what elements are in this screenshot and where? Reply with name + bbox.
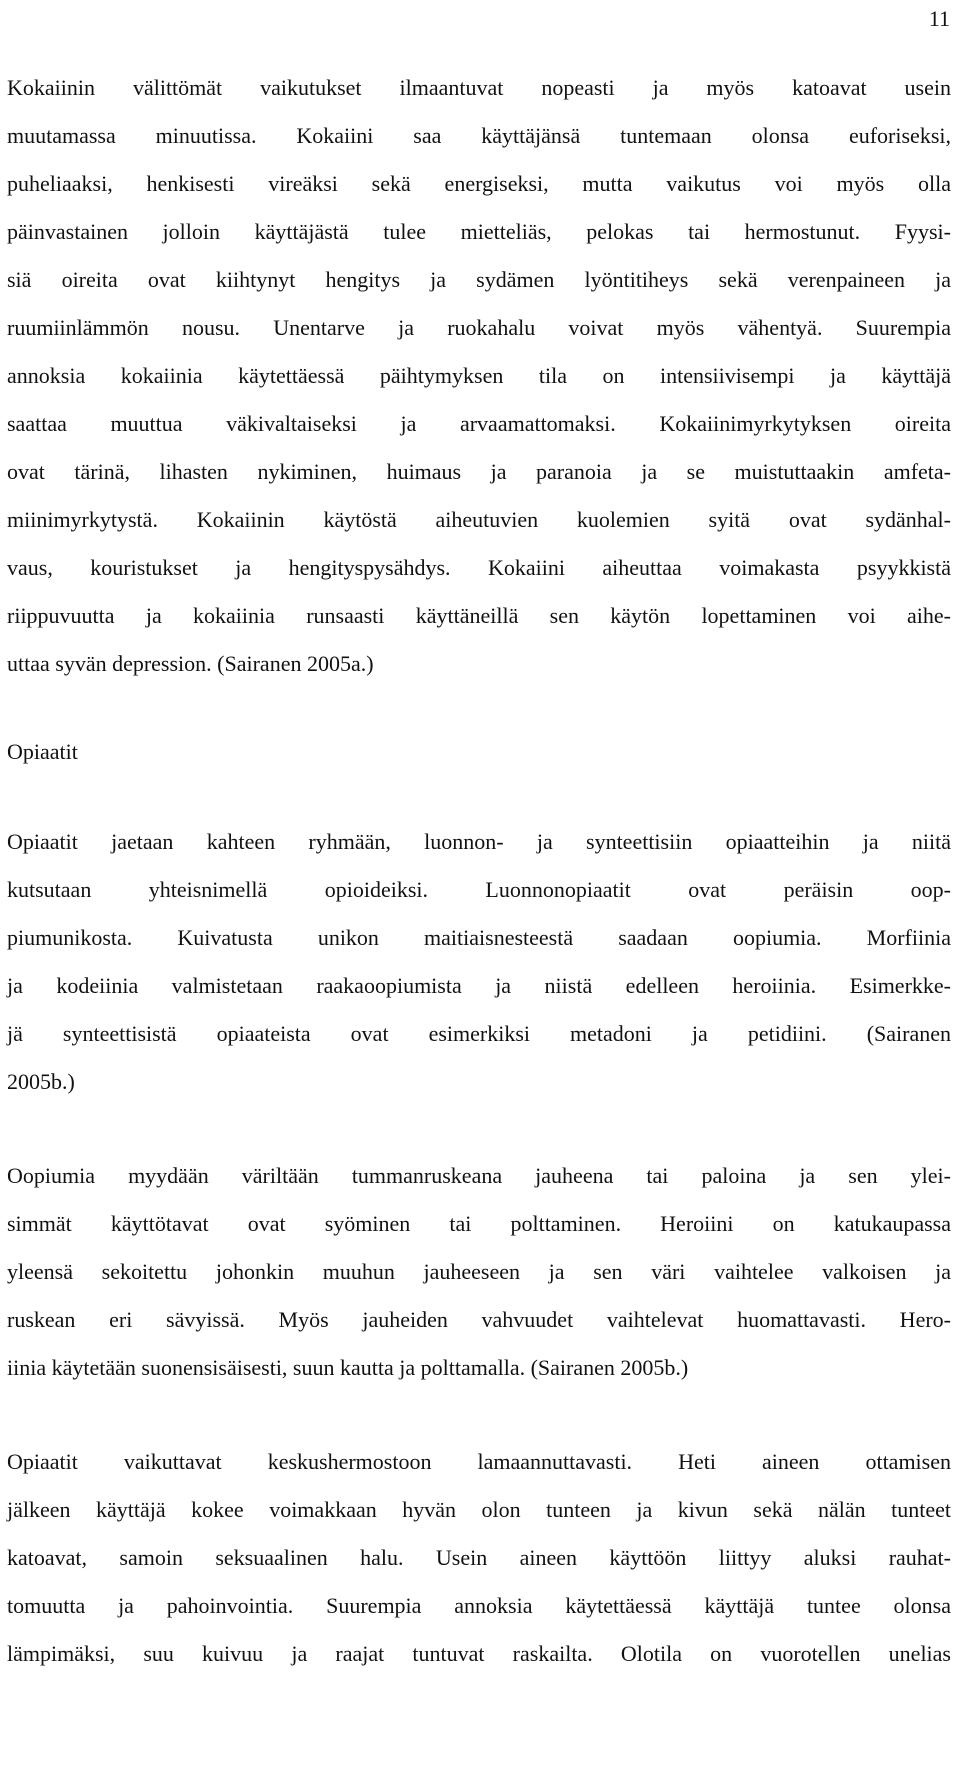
page-number: 11 — [928, 6, 950, 31]
text-line: tomuutta ja pahoinvointia. Suurempia annoksia käytettäessä käyttäjä tuntee olonsa — [7, 1593, 951, 1618]
paragraph-opiate-effects — [7, 1438, 951, 1678]
text-line: Kokaiinin välittömät vaikutukset ilmaantuvat nopeasti ja myös katoavat usein — [7, 75, 951, 100]
text-line: simmät käyttötavat ovat syöminen tai polttaminen. Heroiini on katukaupassa — [7, 1211, 951, 1236]
text-line: lämpimäksi, suu kuivuu ja raajat tuntuvat raskailta. Olotila on vuorotellen unelias — [7, 1641, 951, 1666]
text-line: yleensä sekoitettu johonkin muuhun jauheeseen ja sen väri vaihtelee valkoisen ja — [7, 1259, 951, 1284]
text-line: siä oireita ovat kiihtynyt hengitys ja sydämen lyöntitiheys sekä verenpaineen ja — [7, 267, 951, 292]
text-line: jälkeen käyttäjä kokee voimakkaan hyvän olon tunteen ja kivun sekä nälän tunteet — [7, 1497, 951, 1522]
section-heading: Opiaatit — [7, 739, 78, 764]
text-line: vaus, kouristukset ja hengityspysähdys. Kokaiini aiheuttaa voimakasta psyykkistä — [7, 555, 951, 580]
text-line: katoavat, samoin seksuaalinen halu. Usein aineen käyttöön liittyy aluksi rauhat- — [7, 1545, 951, 1570]
text-line: päinvastainen jolloin käyttäjästä tulee mietteliäs, pelokas tai hermostunut. Fyysi- — [7, 219, 951, 244]
text-line: annoksia kokaiinia käytettäessä päihtymyksen tila on intensiivisempi ja käyttäjä — [7, 363, 951, 388]
text-line: puheliaaksi, henkisesti vireäksi sekä energiseksi, mutta vaikutus voi myös olla — [7, 171, 951, 196]
text-line: iinia käytetään suonensisäisesti, suun kautta ja polttamalla. (Sairanen 2005b.) — [7, 1355, 689, 1380]
document-body — [7, 64, 951, 1724]
text-line: Oopiumia myydään väriltään tummanruskeana jauheena tai paloina ja sen ylei- — [7, 1163, 951, 1188]
text-line: miinimyrkytystä. Kokaiinin käytöstä aiheutuvien kuolemien syitä ovat sydänhal- — [7, 507, 951, 532]
text-line: ruumiinlämmön nousu. Unentarve ja ruokahalu voivat myös vähentyä. Suurempia — [7, 315, 951, 340]
text-line: Opiaatit vaikuttavat keskushermostoon lamaannuttavasti. Heti aineen ottamisen — [7, 1449, 951, 1474]
text-line: Opiaatit jaetaan kahteen ryhmään, luonnon- ja synteettisiin opiaatteihin ja niitä — [7, 829, 951, 854]
text-line: ovat tärinä, lihasten nykiminen, huimaus ja paranoia ja se muistuttaakin amfeta- — [7, 459, 951, 484]
text-line: muutamassa minuutissa. Kokaiini saa käyttäjänsä tuntemaan olonsa euforiseksi, — [7, 123, 951, 148]
text-line: piumunikosta. Kuivatusta unikon maitiaisnesteestä saadaan oopiumia. Morfiinia — [7, 925, 951, 950]
text-line: ja kodeiinia valmistetaan raakaoopiumista ja niistä edelleen heroiinia. Esimerkke- — [7, 973, 951, 998]
text-line: 2005b.) — [7, 1069, 75, 1094]
paragraph-opiate-groups — [7, 818, 951, 1106]
paragraph-opium-use — [7, 1152, 951, 1392]
text-line: jä synteettisistä opiaateista ovat esimerkiksi metadoni ja petidiini. (Sairanen — [7, 1021, 951, 1046]
paragraph-cocaine-effects — [7, 64, 951, 688]
text-line: uttaa syvän depression. (Sairanen 2005a.) — [7, 651, 374, 676]
text-line: ruskean eri sävyissä. Myös jauheiden vahvuudet vaihtelevat huomattavasti. Hero- — [7, 1307, 951, 1332]
text-line: riippuvuutta ja kokaiinia runsaasti käyttäneillä sen käytön lopettaminen voi aihe- — [7, 603, 951, 628]
text-line: kutsutaan yhteisnimellä opioideiksi. Luonnonopiaatit ovat peräisin oop- — [7, 877, 951, 902]
text-line: saattaa muuttua väkivaltaiseksi ja arvaamattomaksi. Kokaiinimyrkytyksen oireita — [7, 411, 951, 436]
